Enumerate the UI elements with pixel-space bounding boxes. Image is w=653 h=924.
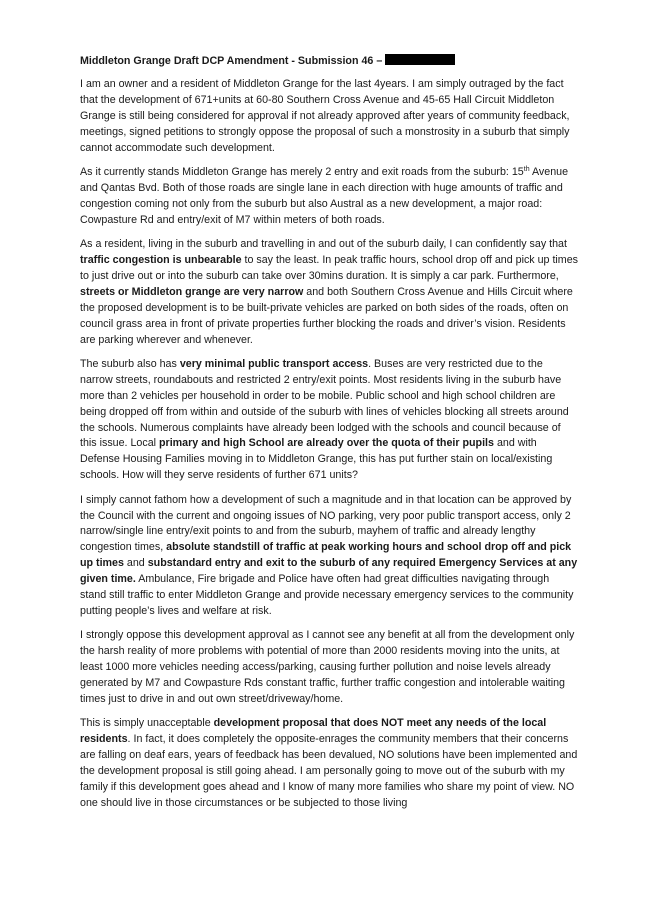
paragraph-3 xyxy=(80,237,578,348)
document-title: Middleton Grange Draft DCP Amendment - Submission 46 – xyxy=(80,55,383,67)
text-run: I am an owner and a resident of Middleton Grange for the last 4years. I am simply outraged by the fact that the development of 671+units at 60-80 Southern Cross Avenue and 45-65 Hall Circuit Middleton Grange is still being considered for approval if not already approved after years of community feedback, meetings, signed petitions to strongly oppose the proposal of such a monstrosity in a suburb that simply cannot accommodate such development. xyxy=(80,77,570,154)
paragraph-7 xyxy=(80,716,578,811)
document-page xyxy=(80,54,578,820)
bold-text: substandard entry and exit to the suburb of any required Emergency Services at any given time. xyxy=(80,557,578,586)
text-run: Ambulance, Fire brigade and Police have often had great difficulties navigating through stand still traffic to enter Middleton Grange and provide necessary emergency services to the community putting people’s lives and welfare at risk. xyxy=(80,573,574,617)
text-run: The suburb also has xyxy=(80,357,180,370)
paragraph-1 xyxy=(80,77,578,157)
text-run: I simply cannot fathom how a development of such a magnitude and in that location can be approved by the Council with the current and ongoing issues of NO parking, very poor public transport access, only 2 narrow/single line entry/exit points to and from the suburb, mayhem of traffic and already lengthy congestion times, xyxy=(80,493,572,554)
paragraph-5 xyxy=(80,493,578,620)
bold-text: traffic congestion is unbearable xyxy=(80,253,242,266)
text-run: to say the least. In peak traffic hours, school drop off and pick up times to just drive out or into the suburb can take over 30mins duration. It is simply a car park. Furthermore, xyxy=(80,253,578,282)
paragraph-6 xyxy=(80,628,578,708)
paragraph-2 xyxy=(80,165,578,229)
text-run: As it currently stands Middleton Grange has merely 2 entry and exit roads from the suburb: 15 xyxy=(80,165,524,178)
text-run: As a resident, living in the suburb and travelling in and out of the suburb daily, I can confidently say that xyxy=(80,238,567,251)
text-run: and both Southern Cross Avenue and Hills Circuit where the proposed development is to be built-private vehicles are parked on both sides of the roads, often on council grass area in front of private properties further blocking the roads and driver’s vision. Residents are parking wherever and whenever. xyxy=(80,285,573,346)
text-run: and xyxy=(123,557,148,570)
text-run: I strongly oppose this development approval as I cannot see any benefit at all from the development only the harsh reality of more problems with potential of more than 2000 residents moving into the units, at least 1000 more vehicles needing access/parking, causing further pollution and noise levels already generated by M7 and Cowpasture Rds constant traffic, further traffic congestion and intolerable waiting times just to drive in and out own street/driveway/home. xyxy=(80,629,575,706)
text-run: . Buses are very restricted due to the narrow streets, roundabouts and restricted 2 entry/exit points. Most residents living in the suburb have more than 2 vehicles per household in order to be mobile. Public school and high school children are being dropped off from within and outside of the suburb with lines of vehicles blocking all streets around the schools. Numerous complaints have already been lodged with the schools and council because of this issue. Local xyxy=(80,357,569,450)
paragraph-4 xyxy=(80,357,578,484)
text-run: and with Defense Housing Families moving in to Middleton Grange, this has put further stain on local/existing schools. How will they serve residents of further 671 units? xyxy=(80,437,553,482)
bold-text: very minimal public transport access xyxy=(179,357,369,370)
text-run: Avenue and Qantas Bvd. Both of those roads are single lane in each direction with huge amounts of traffic and congestion coming not only from the suburb but also Austral as a new development, a major road: Cowpasture Rd and entry/exit of M7 within meters of both roads. xyxy=(80,165,569,226)
bold-text: primary and high School are already over the quota of their pupils xyxy=(159,437,494,450)
redaction-bar xyxy=(385,54,455,65)
text-run: . In fact, it does completely the opposite-enrages the community members that their concerns are falling on deaf ears, years of feedback has been devalued, NO solutions have been implemented and the development proposal is still going ahead. I am personally going to move out of the suburb with my family if this development goes ahead and I know of many more families who share my point of view. NO one should live in those circumstances or be subjected to those living xyxy=(80,733,578,809)
document-body xyxy=(80,77,578,812)
bold-text: development proposal that does NOT meet any needs of the local residents xyxy=(80,717,547,746)
bold-text: absolute standstill of traffic at peak working hours and school drop off and pick up times xyxy=(80,541,572,570)
text-run: This is simply unacceptable xyxy=(80,717,214,730)
bold-text: streets or Middleton grange are very narrow xyxy=(80,285,304,298)
document-title-line xyxy=(80,54,578,70)
superscript-text: th xyxy=(523,165,530,173)
